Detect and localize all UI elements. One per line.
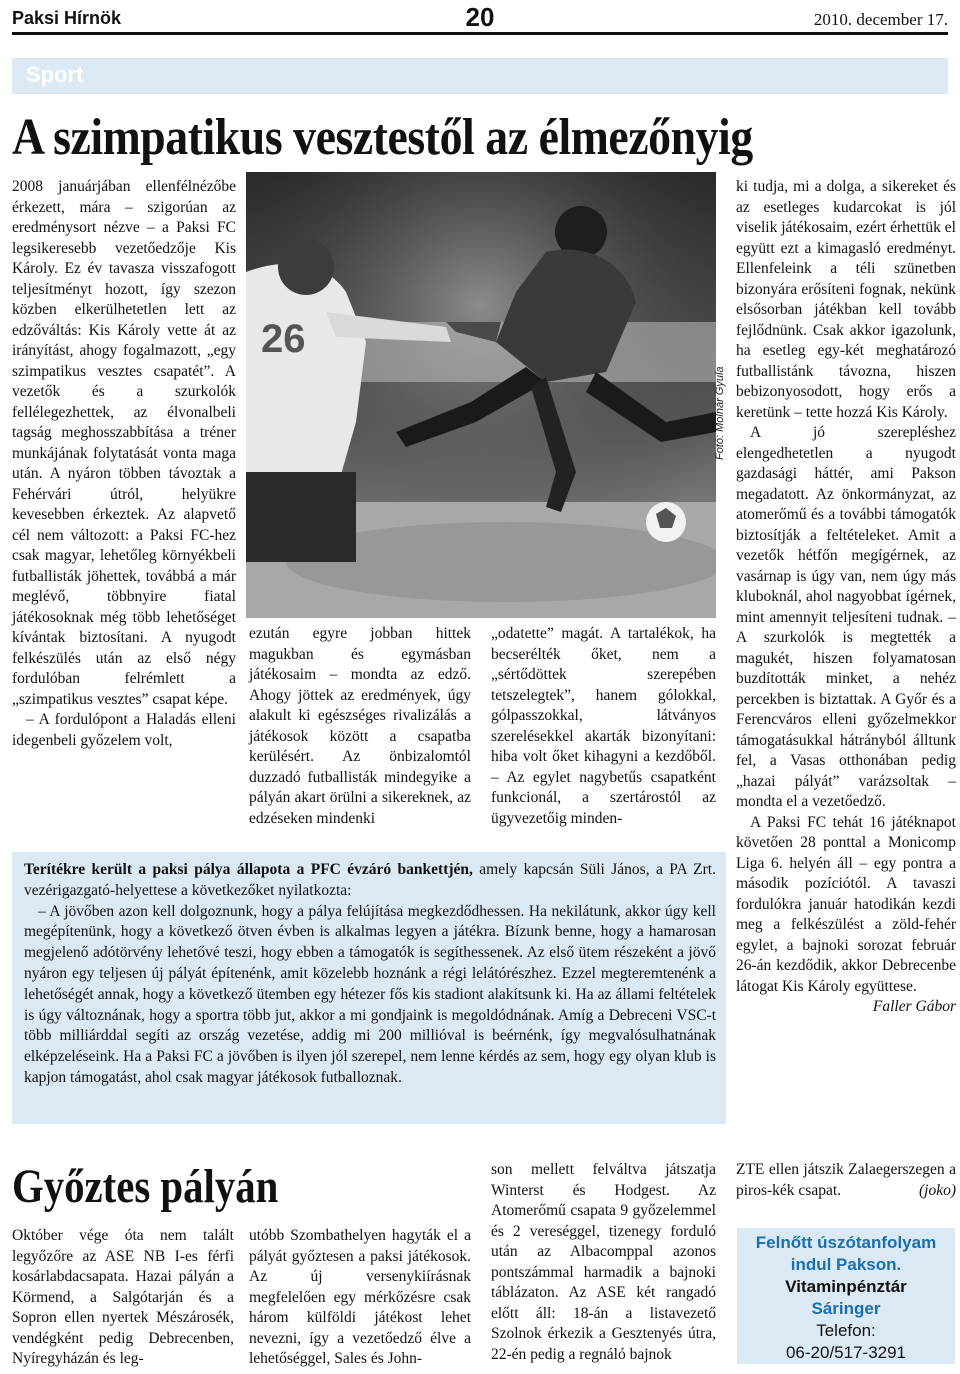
article2-column-1: [12, 1226, 234, 1370]
statement-lead-rest: amely kapcsán Süli János, a PA Zrt. vezérigazgató-helyettese a következőket nyilatkozta:: [24, 861, 716, 899]
section-label: Sport: [26, 62, 84, 87]
photo-credit: Fotó: Molnár Gyula: [714, 366, 726, 460]
ad-line-1: Felnőtt úszótanfolyam: [755, 1233, 937, 1252]
article2-column-3: [491, 1160, 716, 1365]
article-column-3: [491, 624, 716, 829]
header-rule: [12, 32, 948, 35]
article-text: ZTE ellen játszik Zalaegerszegen a piros-kék csapat.: [736, 1161, 956, 1199]
article2-column-4: [736, 1160, 956, 1201]
section-bar: [12, 58, 948, 94]
ad-line-5: Telefon:: [816, 1321, 876, 1340]
article-paragraph: A jó szerepléshez elengedhetetlen a nyugodt gazdasági háttér, ami Pakson megadatott. Az önkormányzat, az atomerőmű és a további támogatók biztosítják a feltételeket. Amit a vezetők hétfőn megígérnek, az vasárnap is úgy van, nem úgy más kluboknál, ahol nagyobbat ígérnek, mint amennyit teljesíteni tudnak. – A szurkolók is megtették a magukét, hiszen folyamatosan buzdították minket, a nehéz percekben is biztattak. A Győr és a Ferencváros elleni győzelmekkor támogatásukkal hátrányból álltunk fel, a Vasas otthonában pedig „hazai pályát” varázsoltak – mondta el a vezetőedző.: [736, 424, 956, 810]
article-paragraph: – A fordulópont a Haladás elleni idegenbeli győzelem volt,: [12, 711, 236, 749]
football-photo: [246, 172, 716, 618]
article-paragraph: utóbb Szombathelyen hagyták el a pályát győztesen a paksi játékosok. Az új versenykiírásnak megfelelően egy mérkőzésre csak három külföldi játékost lehet nevezni, így a vezetőedző élve a lehetőséggel, Sales és John-: [249, 1227, 471, 1367]
issue-date: 2010. december 17.: [813, 10, 948, 29]
statement-box: [12, 852, 726, 1124]
page-header: [12, 2, 948, 32]
svg-text:26: 26: [261, 317, 306, 361]
page-number: 20: [465, 2, 495, 32]
ad-line-4: Sáringer: [811, 1299, 881, 1318]
article-column-1: [12, 177, 236, 751]
article-column-4: [736, 177, 956, 1018]
ad-line-2: indul Pakson.: [790, 1255, 902, 1274]
article-paragraph: „odatette” magát. A tartalékok, ha becserélték őket, nem a „sértődöttek szerepében tetszelegtek”, hanem gólokkal, gólpasszokkal, látványos szerelésekkel akarták bizonyítani: hiba volt őket kihagyni a kezdőből. – Az egylet nagybetűs csapatként funkcionál, a szertárostól az ügyvezetőig minden-: [491, 625, 716, 827]
statement-lead: [24, 860, 716, 902]
publication-name: Paksi Hírnök: [12, 8, 122, 28]
article2-author: (joko): [918, 1181, 956, 1199]
statement-quote: – A jövőben azon kell dolgoznunk, hogy a pálya felújítása megkezdődhessen. Ha nekilátunk, akkor úgy kell megépítenünk, hogy a következő ötven évben is alkalmas legyen a játékra. Bízunk benne, hogy a hamarosan megjelenő adótörvény lehetővé teszi, hogy ebben a támogatók is segíthessenek. Az első ütem részeként a jövő nyáron egy teljesen új pályát építenénk, amit közelebb hoznánk a régi lelátórészhez. Ezzel megteremtenénk a lehetőségét annak, hogy a következő ütemben egy hétezer fős kis stadiont alakítsunk ki. Ha az állami feltételek is úgy változnának, hogy a sportra több jut, akkor a mi gondjaink is megoldódnának. Amíg a Debreceni VSC-t több milliárddal segíti az ország vezetése, addig mi 200 millióval is beérnénk, így megvalósulhatnának elképzeléseink. Ha a Paksi FC a jövőben is ilyen jól szerepel, nem lenne kérdés az sem, hogy egy olyan klub is kapjon támogatást, ahol csak magyar játékosok futballoznak.: [24, 902, 716, 1086]
article-paragraph: [736, 1160, 956, 1201]
article-paragraph: ezután egyre jobban hittek magukban és egymásban játékosaim – mondta az edző. Ahogy jöttek az eredmények, úgy alakult ki egészséges rivalizálás a játékosok között a csapatba kerülésért. Az önbizalomtól duzzadó futballisták mindegyike a pályán akart örülni a sikereknek, az edzéseken mindenki: [249, 625, 471, 827]
article-paragraph: ki tudja, mi a dolga, a sikereket és az esetleges kudarcokat is jól viselik játékosaim, ezért érhettük el együtt ezt a kimagasló eredményt. Ellenfeleink a téli szünetben bizonyára erősíteni fognak, nekünk elsősorban játékban kell tovább fejlődnünk. Csak akkor igazolunk, ha esetleg egy-két meghatározó futballistánk távozna, hiszen bebizonyosodott, hogy erős a keretünk – tette hozzá Kis Károly.: [736, 178, 956, 421]
statement-lead-bold: Terítékre került a paksi pálya állapota a PFC évzáró bankettjén,: [24, 861, 473, 878]
ad-phone: 06-20/517-3291: [785, 1343, 907, 1362]
article-headline: A szimpatikus vesztestől az élmezőnyig: [12, 109, 753, 166]
swim-course-ad: [737, 1228, 955, 1364]
article-column-2: [249, 624, 471, 829]
article2-headline: Győztes pályán: [12, 1160, 279, 1213]
article-paragraph: 2008 januárjában ellenfélnézőbe érkezett, mára – szigorúan az eredménysort nézve – a Paksi FC legsikeresebb vezetőedzője Kis Károly. Ez év tavasza visszafogott teljesítményt hozott, így szezon közben elkerülhetetlen lett az edzőváltás: Kis Károly vette át az irányítást, ahogy fogalmazott, „egy szimpatikus vesztes csapatét”. A vezetők és a szurkolók fellélegezhettek, az élvonalbeli tagság meghosszabbítása a tréner munkájának folytatását vonta maga után. A nyáron többen távoztak a Fehérvári útról, helyükre kevesebben érkeztek. Az alapvető cél nem változott: a Paksi FC-hez csak magyar, lehetőleg környékbeli futballisták jöhettek, továbbá a már meglévő, többnyire fiatal játékosoknak még több lehetőséget kívántak biztosítani. A nyugodt felkészülés után az első négy fordulóban felrémlett a „szimpatikus vesztes” csapat képe.: [12, 178, 236, 708]
article2-column-2: [249, 1226, 471, 1370]
article-paragraph: Október vége óta nem talált legyőzőre az ASE NB I-es férfi kosárlabdacsapata. Hazai pályán a Körmend, a Salgótarján és a Sopron ellen nyertek Mészárosék, vendégként pedig Debrecenben, Nyíregyházán és leg-: [12, 1227, 234, 1367]
article-paragraph: A Paksi FC tehát 16 játéknapot követően 28 ponttal a Monicomp Liga 6. helyén áll – egy pontra a második pozíciótól. A tavaszi fordulókra január hatodikán kezdi meg a felkészülést a zöld-fehér egylet, a bajnoki sorozat február 26-án kezdődik, akkor Debrecenbe látogat Kis Károly együttese.: [736, 813, 956, 995]
football-photo-image: [246, 172, 716, 618]
ad-line-3: Vitaminpénztár: [785, 1277, 907, 1296]
article-author: Faller Gábor: [872, 998, 956, 1015]
article-paragraph: son mellett felváltva játszatja Winterst és Hodgest. Az Atomerőmű csapata 9 győzelemmel és 2 vereséggel, tizenegy forduló után az Albacomppal azonos pontszámmal harmadik a bajnoki táblázaton. Az ASE két rangadó előtt áll: 18-án a listavezető Szolnok érkezik a Gesztenyés útra, 22-én pedig a regnáló bajnok: [491, 1161, 716, 1363]
